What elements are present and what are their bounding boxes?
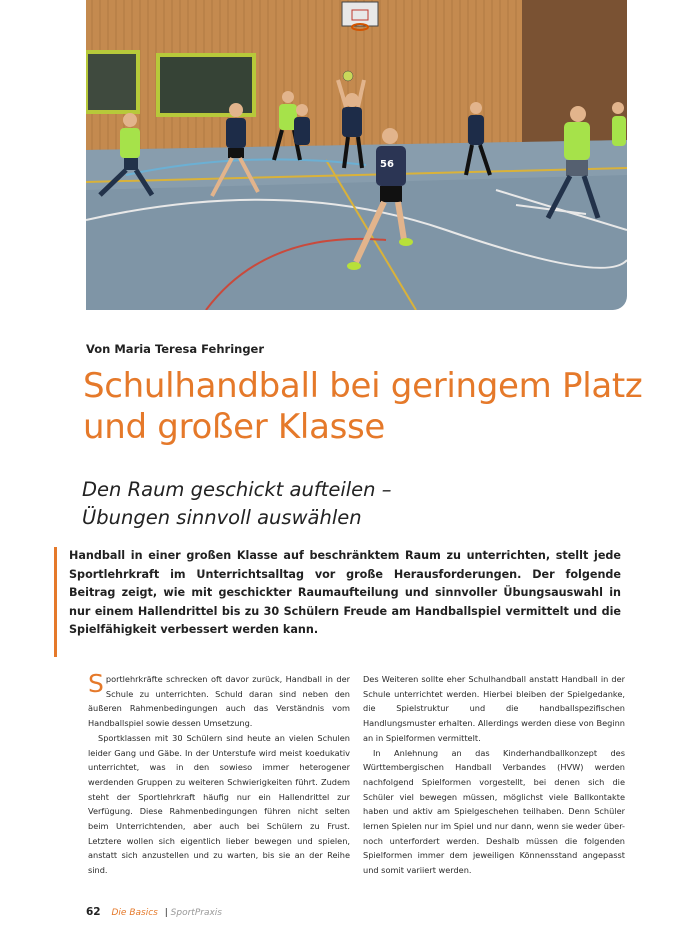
article-title: Schulhandball bei geringem Platz und großer Klasse — [83, 366, 643, 447]
section-name: Die Basics — [111, 908, 158, 918]
body-paragraph: Des Weiteren sollte eher Schulhandball anstatt Handball in der Schule unterrichtet werden. Hierbei bleiben der Spielgedanke, die Spielstruktur und die handballspezifischen Handlungsmuster erhalten. Allerdings werden diese von Beginn an in Spielformen vermittelt. — [363, 674, 625, 743]
body-paragraph: Sportklassen mit 30 Schülern sind heute an vielen Schulen leider Gang und Gäbe. In der Unterstufe wird meist koedukativ unterrichtet, was in den sowieso immer heterogener werdenden Gruppen zu weiteren Schwierigkeiten führt. Zudem steht der Sportlehrkraft häufig nur ein Hallendrittel zur Verfügung. Diese Rahmenbedingungen führen nicht selten beim Unterrichtenden, aber auch bei Schülern zu Frust. Letztere wollen sich eigentlich lieber bewegen und spielen, anstatt sich anzustellen und zu warten, bis sie an der Reihe sind. — [88, 732, 350, 876]
jersey-number: 56 — [380, 159, 394, 170]
drop-cap: S — [88, 669, 104, 698]
publication-name: SportPraxis — [170, 908, 222, 918]
paragraph-text: portlehrkräfte schrecken oft davor zurück, Handball in der Schule zu unterrichten. Schuld daran sind neben den äußeren Rahmenbedingungen auch das Verständnis vom Handballspiel sowie dessen Umsetzung. — [88, 674, 350, 729]
body-column-right — [363, 672, 625, 878]
article-subtitle — [82, 476, 602, 532]
lead-accent-bar — [54, 547, 57, 657]
page-number: 62 — [86, 906, 101, 918]
gym-handball-scene — [86, 0, 627, 310]
byline: Von Maria Teresa Fehringer — [86, 342, 265, 356]
page-footer — [86, 906, 222, 918]
window-left — [86, 52, 138, 112]
lead-paragraph: Handball in einer großen Klasse auf beschränktem Raum zu unterrichten, stellt jede Sportlehrkraft im Unterrichtsalltag vor große Herausforderungen. Der folgende Beitrag zeigt, wie mit geschickter Raumaufteilung und sinnvoller Übungsauswahl in nur einem Hallendrittel bis zu 30 Schülern Freude am Handballspiel vermittelt und die Spielfähigkeit verbessert werden kann. — [69, 549, 621, 636]
body-paragraph: In Anlehnung an das Kinderhandballkonzept des Württembergischen Handball Verbandes (HVW) werden nachfolgend Spielformen vorgestellt, bei denen sich die Schüler viel bewegen müssen, möglichst viele Ballkontakte haben und aktiv am Spielgeschehen teilhaben. Denn Schüler lernen Spielen nur im Spiel und nur dann, wenn sie weder über- noch unterfordert werden. Deshalb müssen die folgenden Spielformen immer dem jeweiligen Könnensstand angepasst und somit variiert werden. — [363, 747, 625, 876]
body-column-left — [88, 669, 350, 878]
article-photo — [86, 0, 627, 310]
basketball-backboard — [342, 2, 378, 26]
subtitle-line-1: Den Raum geschickt aufteilen – — [82, 478, 392, 501]
body-paragraph — [88, 669, 350, 731]
footer-separator: | — [164, 908, 168, 918]
subtitle-line-2: Übungen sinnvoll auswählen — [82, 506, 362, 529]
